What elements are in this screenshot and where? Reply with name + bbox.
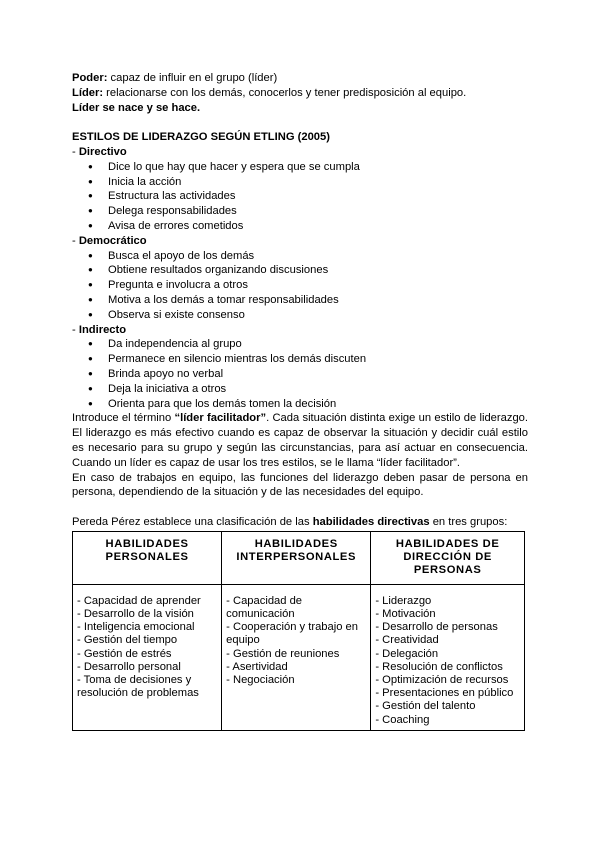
cell-line: - Coaching <box>375 713 430 726</box>
list-item: ● Dice lo que hay que hacer y espera que se cumpla <box>72 160 528 175</box>
list-item: ● Observa si existe consenso <box>72 308 528 323</box>
cell-line: - Gestión de estrés <box>77 647 172 660</box>
cell-line: - Asertividad <box>226 660 288 673</box>
cell-line: - Resolución de conflictos <box>375 660 503 673</box>
style-name: Indirecto <box>78 323 127 336</box>
cell-line: - Gestión del tiempo <box>77 634 178 647</box>
style-name: Directivo <box>78 145 127 158</box>
leader-maxim: Líder se nace y se hace. <box>72 101 201 114</box>
header-interpersonales <box>222 531 371 584</box>
section-title: ESTILOS DE LIDERAZGO SEGÚN ETLING (2005) <box>72 131 330 144</box>
paragraph-line: En caso de trabajos en equipo, las funciones del liderazgo deben pasar de persona en <box>72 471 528 484</box>
list-item: ● Brinda apoyo no verbal <box>72 367 528 382</box>
header-line: HABILIDADES <box>254 537 338 550</box>
paragraph-line: El liderazgo es más efectivo cuando es capaz de observar la situación y decidir cuál estilo <box>72 427 528 440</box>
lider-text: relacionarse con los demás, conocerlos y tener predisposición al equipo. <box>103 86 467 99</box>
cell-line: - Capacidad de aprender <box>77 594 201 607</box>
cell-line: - Gestión del talento <box>375 700 476 713</box>
cell-line: - Desarrollo de la visión <box>77 607 194 620</box>
paragraph-line: persona, dependiendo de la situación y de las necesidades del equipo. <box>72 486 424 499</box>
header-line: DIRECCIÓN DE <box>403 550 492 563</box>
style-name: Democrático <box>78 234 147 247</box>
spacer <box>72 115 528 130</box>
poder-label: Poder: <box>72 72 108 84</box>
cell-line: - Presentaciones en público <box>375 687 514 700</box>
header-line: INTERPERSONALES <box>236 550 357 563</box>
cell-line: - Creatividad <box>375 634 439 647</box>
cell-line: - Optimización de recursos <box>375 673 509 686</box>
style-heading-democratico <box>72 234 528 249</box>
spacer <box>72 500 528 515</box>
list-item: ● Delega responsabilidades <box>72 204 528 219</box>
list-item: ● Permanece en silencio mientras los demás discuten <box>72 352 528 367</box>
cell-line: - Inteligencia emocional <box>77 621 195 634</box>
style-list-indirecto <box>72 337 528 411</box>
text-run: en tres grupos: <box>429 515 508 528</box>
header-line: HABILIDADES <box>105 537 189 550</box>
table-header-row <box>73 531 525 584</box>
cell-line: - Negociación <box>226 673 295 686</box>
cell-line: - Desarrollo personal <box>77 660 181 673</box>
pereda-intro <box>72 515 528 530</box>
paragraph-line: Cuando un líder es capaz de usar los tres estilos, se le llama “líder facilitador”. <box>72 456 461 469</box>
cell-line: - Capacidad de <box>226 594 303 607</box>
cell-line: - Gestión de reuniones <box>226 647 340 660</box>
style-prefix: - <box>72 234 79 247</box>
skills-term: habilidades directivas <box>312 515 430 528</box>
style-heading-indirecto <box>72 323 528 338</box>
cell-line: - Desarrollo de personas <box>375 621 498 634</box>
teamwork-paragraph <box>72 471 528 501</box>
lider-label: Líder: <box>72 86 104 99</box>
facilitator-term: “líder facilitador” <box>174 412 267 425</box>
document-page <box>72 71 528 731</box>
style-list-democratico <box>72 249 528 323</box>
header-line: HABILIDADES DE <box>395 537 500 550</box>
cell-line: - Delegación <box>375 647 439 660</box>
cell-line: - Motivación <box>375 607 436 620</box>
header-line: PERSONALES <box>105 550 189 563</box>
list-item: ● Motiva a los demás a tomar responsabilidades <box>72 293 528 308</box>
skills-table <box>72 531 525 731</box>
list-item: ● Inicia la acción <box>72 175 528 190</box>
style-list-directivo <box>72 160 528 234</box>
list-item: ● Busca el apoyo de los demás <box>72 249 528 264</box>
list-item: ● Estructura las actividades <box>72 189 528 204</box>
header-direccion <box>371 531 525 584</box>
list-item: ● Deja la iniciativa a otros <box>72 382 528 397</box>
cell-interpersonales <box>222 584 371 730</box>
paragraph-line <box>72 411 528 426</box>
poder-definition <box>72 71 528 86</box>
table-row <box>73 584 525 730</box>
paragraph-line: es necesario para su grupo y según las circunstancias, para así actuar en consecuencia. <box>72 441 528 454</box>
text-run: . Cada situación distinta exige un estilo de liderazgo. <box>266 412 528 425</box>
header-personales <box>73 531 222 584</box>
cell-line: resolución de problemas <box>77 687 199 700</box>
cell-line: - Toma de decisiones y <box>77 673 192 686</box>
cell-line: comunicación <box>226 607 295 620</box>
cell-line: equipo <box>226 634 260 647</box>
style-prefix: - <box>72 145 79 158</box>
cell-line: - Cooperación y trabajo en <box>226 621 358 634</box>
cell-direccion <box>371 584 525 730</box>
style-heading-directivo <box>72 145 528 160</box>
lider-definition <box>72 86 528 101</box>
header-line: PERSONAS <box>413 564 482 577</box>
poder-text: capaz de influir en el grupo (líder) <box>107 72 278 84</box>
cell-line: - Liderazgo <box>375 594 432 607</box>
list-item: ● Orienta para que los demás tomen la decisión <box>72 397 528 412</box>
facilitator-paragraph <box>72 411 528 470</box>
list-item: ● Obtiene resultados organizando discusiones <box>72 263 528 278</box>
text-run: Pereda Pérez establece una clasificación de las <box>72 515 313 528</box>
cell-personales <box>73 584 222 730</box>
list-item: ● Da independencia al grupo <box>72 337 528 352</box>
list-item: ● Avisa de errores cometidos <box>72 219 528 234</box>
list-item: ● Pregunta e involucra a otros <box>72 278 528 293</box>
text-run: Introduce el término <box>72 412 175 425</box>
style-prefix: - <box>72 323 79 336</box>
